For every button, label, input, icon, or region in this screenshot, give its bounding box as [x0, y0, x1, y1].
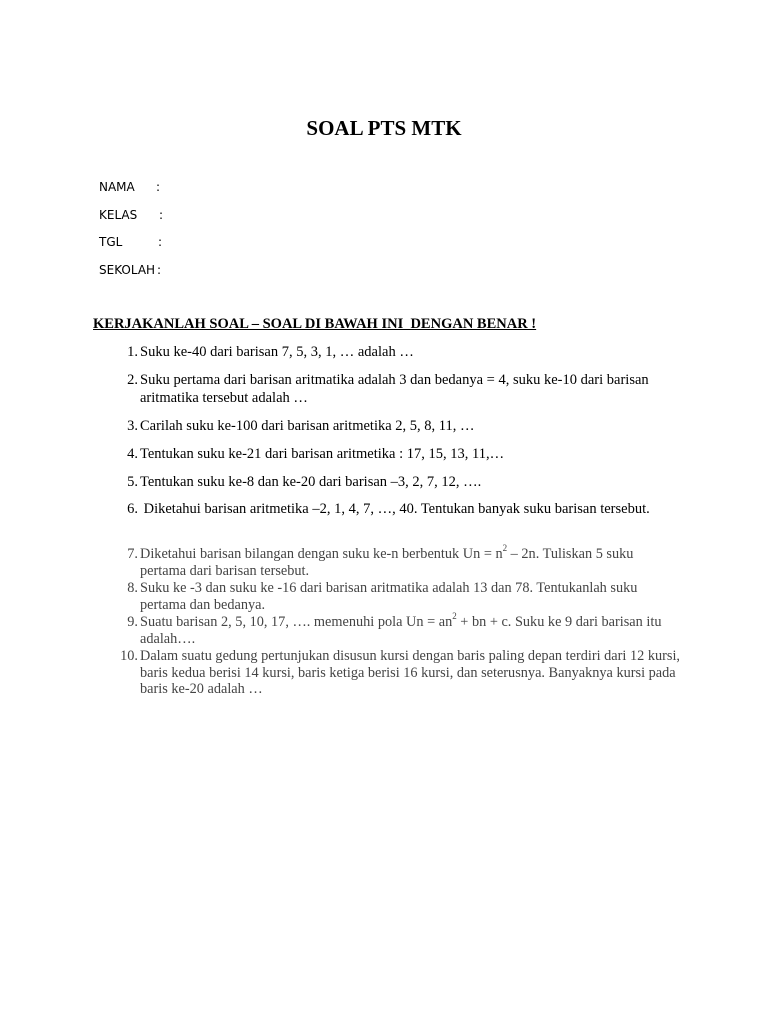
- question-number: 10.: [120, 648, 138, 664]
- question-text: [140, 611, 682, 647]
- question-text: [140, 543, 682, 579]
- document-title: SOAL PTS MTK: [306, 116, 462, 140]
- question-item: [112, 445, 682, 463]
- identity-colon: :: [159, 207, 164, 222]
- question-text-part: + bn + c. Suku ke 9 dari barisan itu adalah….: [140, 614, 662, 647]
- instruction-heading: KERJAKANLAH SOAL – SOAL DI BAWAH INI DENGAN BENAR !: [93, 316, 537, 332]
- question-number: 1.: [127, 344, 138, 360]
- question-text: Tentukan suku ke-8 dan ke-20 dari barisan –3, 2, 7, 12, ….: [140, 474, 482, 490]
- identity-label: SEKOLAH: [99, 262, 156, 277]
- question-number: 9.: [127, 614, 138, 630]
- question-item: [112, 343, 682, 361]
- identity-label: KELAS: [99, 207, 138, 222]
- question-text-part: – 2n. Tuliskan 5 suku pertama dari barisan tersebut.: [140, 546, 634, 579]
- question-text: Suku pertama dari barisan aritmatika adalah 3 dan bedanya = 4, suku ke-10 dari barisan aritmatika tersebut adalah …: [140, 372, 649, 406]
- question-number: 6.: [127, 501, 138, 517]
- question-text-part: Diketahui barisan bilangan dengan suku ke-n berbentuk Un = n: [140, 546, 503, 562]
- question-item: [112, 473, 682, 491]
- identity-colon: :: [158, 235, 163, 249]
- question-item: [112, 611, 682, 647]
- identity-label: NAMA: [99, 180, 135, 194]
- question-text: Carilah suku ke-100 dari barisan aritmetika 2, 5, 8, 11, …: [140, 418, 475, 434]
- question-item: [112, 648, 682, 698]
- superscript-exponent: 2: [452, 611, 457, 622]
- question-number: 8.: [127, 580, 138, 596]
- identity-label: TGL: [99, 235, 123, 249]
- question-item: [112, 417, 682, 435]
- identity-colon: :: [157, 262, 162, 277]
- question-text: Tentukan suku ke-21 dari barisan aritmetika : 17, 15, 13, 11,…: [140, 446, 505, 462]
- question-text: Dalam suatu gedung pertunjukan disusun kursi dengan baris paling depan terdiri dari 12 kursi, baris kedua berisi 14 kursi, baris ketiga berisi 16 kursi, dan seterusnya. Banyaknya kursi pada baris ke-20 adalah …: [140, 648, 680, 697]
- question-item: [112, 580, 682, 613]
- question-item: [112, 371, 682, 407]
- question-item: [112, 500, 682, 518]
- question-text: Suku ke -3 dan suku ke -16 dari barisan aritmatika adalah 13 dan 78. Tentukanlah suku pertama dan bedanya.: [140, 580, 638, 613]
- question-number: 5.: [127, 474, 138, 490]
- question-number: 7.: [127, 546, 138, 562]
- question-text: Diketahui barisan aritmetika –2, 1, 4, 7, …, 40. Tentukan banyak suku barisan tersebut.: [140, 501, 650, 517]
- question-number: 4.: [127, 446, 138, 462]
- superscript-exponent: 2: [502, 543, 508, 554]
- identity-colon: :: [156, 180, 161, 194]
- question-number: 2.: [127, 372, 138, 388]
- question-text: Suku ke-40 dari barisan 7, 5, 3, 1, … adalah …: [140, 344, 414, 360]
- question-number: 3.: [127, 418, 138, 434]
- question-text-part: Suatu barisan 2, 5, 10, 17, …. memenuhi pola Un = an: [140, 614, 453, 630]
- question-item: [112, 543, 682, 579]
